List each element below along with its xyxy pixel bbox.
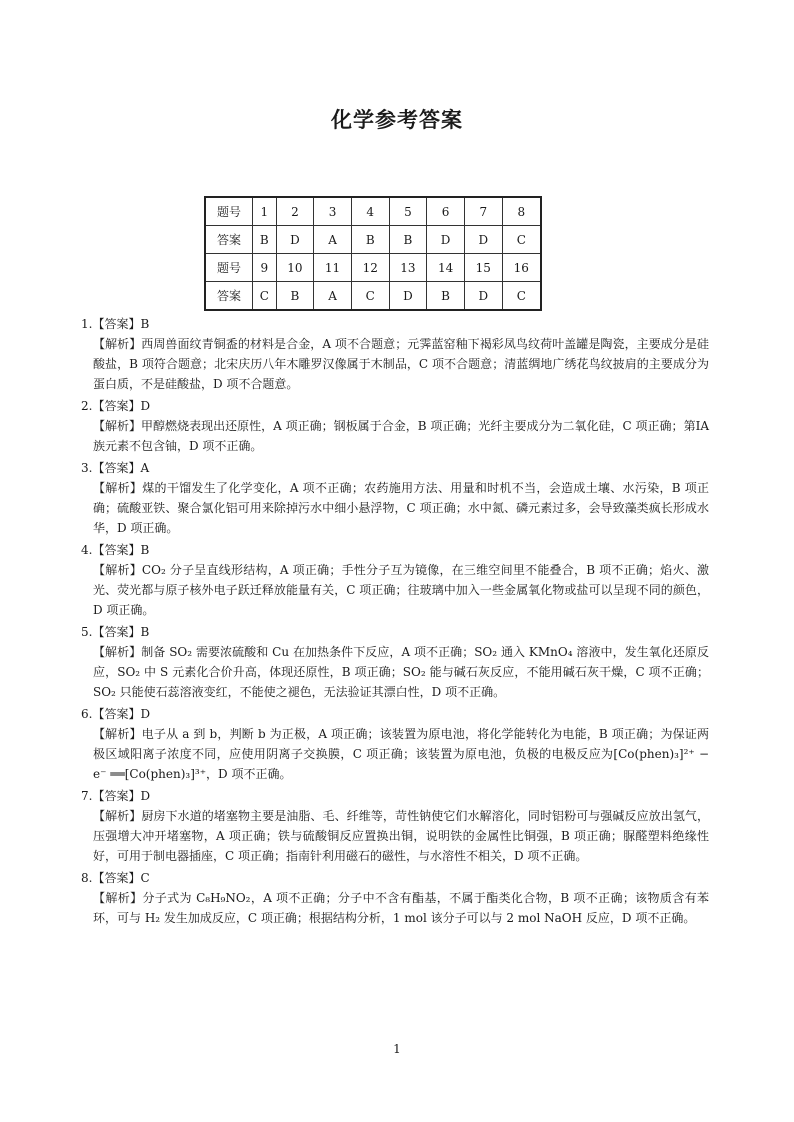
table-cell: B: [427, 282, 465, 311]
table-cell: 8: [502, 197, 541, 226]
explanation-text: 【解析】西周兽面纹青铜盉的材料是合金，A 项不合题意；元霁蓝窑釉下褐彩凤鸟纹荷叶盖罐是陶瓷，主要成分是硅酸盐，B 项符合题意；北宋庆历八年木雕罗汉像属于木制品，C 项不合题意；清蓝绸地广绣花鸟纹披肩的主要成分为蛋白质，不是硅酸盐，D 项不合题意。: [93, 337, 709, 391]
table-cell: 11: [314, 254, 352, 282]
table-cell: C: [253, 282, 277, 311]
table-cell: 9: [253, 254, 277, 282]
page-title: 化学参考答案: [331, 107, 463, 132]
table-cell: D: [389, 282, 427, 311]
answer-line: 6.【答案】D: [81, 707, 151, 721]
table-cell: 2: [276, 197, 314, 226]
table-cell: 10: [276, 254, 314, 282]
table-cell: D: [427, 226, 465, 254]
page-number: 1: [393, 1042, 401, 1056]
table-row: [205, 254, 541, 282]
table-cell: D: [464, 226, 502, 254]
explanation-text: 【解析】煤的干馏发生了化学变化，A 项不正确；农药施用方法、用量和时机不当，会造成土壤、水污染，B 项正确；硫酸亚铁、聚合氯化铝可用来除掉污水中细小悬浮物，C 项正确；水中氮、磷元素过多，会导致藻类疯长形成水华，D 项正确。: [93, 481, 709, 535]
answer-line: 7.【答案】D: [81, 789, 151, 803]
table-cell: D: [276, 226, 314, 254]
table-cell: 13: [389, 254, 427, 282]
answer-line: 5.【答案】B: [81, 625, 150, 639]
explanation-text: 【解析】制备 SO₂ 需要浓硫酸和 Cu 在加热条件下反应，A 项不正确；SO₂ 通入 KMnO₄ 溶液中，发生氧化还原反应，SO₂ 中 S 元素化合价升高，体现还原性，B 项正确；SO₂ 能与碱石灰反应，不能用碱石灰干燥，C 项不正确；SO₂ 只能使石蕊溶液变红，不能使之褪色，无法验证其漂白性，D 项不正确。: [93, 645, 709, 699]
explanation-text: 【解析】甲醇燃烧表现出还原性，A 项正确；钢板属于合金，B 项正确；光纤主要成分为二氧化硅，C 项正确；第ⅠA 族元素不包含铀，D 项不正确。: [93, 419, 709, 453]
table-cell: 5: [389, 197, 427, 226]
question-item: [81, 458, 709, 538]
explanation-text: 【解析】分子式为 C₈H₉NO₂，A 项不正确；分子中不含有酯基，不属于酯类化合物，B 项不正确；该物质含有苯环，可与 H₂ 发生加成反应，C 项正确；根据结构分析，1 mol 该分子可以与 2 mol NaOH 反应，D 项不正确。: [93, 891, 709, 925]
table-cell: D: [464, 282, 502, 311]
table-cell: 12: [351, 254, 389, 282]
answer-line: 4.【答案】B: [81, 543, 150, 557]
explanation-text: 【解析】电子从 a 到 b，判断 b 为正极，A 项正确；该装置为原电池，将化学能转化为电能，B 项正确；为保证两极区域阳离子浓度不同，应使用阴离子交换膜，C 项正确；该装置为原电池，负极的电极反应为[Co(phen)₃]²⁺ − e⁻ ══[Co(phen)₃]³⁺，D 项不正确。: [93, 727, 709, 781]
table-cell: 7: [464, 197, 502, 226]
table-cell: 1: [253, 197, 277, 226]
table-cell: 16: [502, 254, 541, 282]
table-cell: C: [351, 282, 389, 311]
table-cell: B: [389, 226, 427, 254]
explanation-text: 【解析】厨房下水道的堵塞物主要是油脂、毛、纤维等，苛性钠使它们水解溶化，同时铝粉可与强碱反应放出氢气，压强增大冲开堵塞物，A 项正确；铁与硫酸铜反应置换出铜，说明铁的金属性比铜强，B 项正确；脲醛塑料绝缘性好，可用于制电器插座，C 项正确；指南针利用磁石的磁性，与水溶性不相关，D 项不正确。: [93, 809, 709, 863]
table-cell: 6: [427, 197, 465, 226]
answer-line: 2.【答案】D: [81, 399, 151, 413]
answer-explanations: [81, 314, 709, 930]
table-row: [205, 197, 541, 226]
explanation-text: 【解析】CO₂ 分子呈直线形结构，A 项正确；手性分子互为镜像，在三维空间里不能叠合，B 项不正确；焰火、激光、荧光都与原子核外电子跃迁释放能量有关，C 项正确；往玻璃中加入一些金属氧化物或盐可以呈现不同的颜色，D 项正确。: [93, 563, 709, 617]
table-cell-label: 答案: [205, 282, 253, 311]
question-item: [81, 704, 709, 784]
table-cell-label: 答案: [205, 226, 253, 254]
table-cell: 14: [427, 254, 465, 282]
table-cell: A: [314, 282, 352, 311]
answer-line: 8.【答案】C: [81, 871, 150, 885]
table-cell: 4: [351, 197, 389, 226]
table-cell: B: [276, 282, 314, 311]
answer-table: [204, 196, 542, 311]
table-row: [205, 282, 541, 311]
table-cell: C: [502, 282, 541, 311]
question-item: [81, 786, 709, 866]
table-cell: B: [253, 226, 277, 254]
table-cell-label: 题号: [205, 254, 253, 282]
question-item: [81, 314, 709, 394]
table-cell: 15: [464, 254, 502, 282]
question-item: [81, 868, 709, 928]
table-row: [205, 226, 541, 254]
table-cell-label: 题号: [205, 197, 253, 226]
answer-line: 1.【答案】B: [81, 317, 150, 331]
question-item: [81, 396, 709, 456]
table-cell: A: [314, 226, 352, 254]
table-cell: B: [351, 226, 389, 254]
question-item: [81, 540, 709, 620]
table-cell: 3: [314, 197, 352, 226]
answer-line: 3.【答案】A: [81, 461, 150, 475]
table-cell: C: [502, 226, 541, 254]
question-item: [81, 622, 709, 702]
